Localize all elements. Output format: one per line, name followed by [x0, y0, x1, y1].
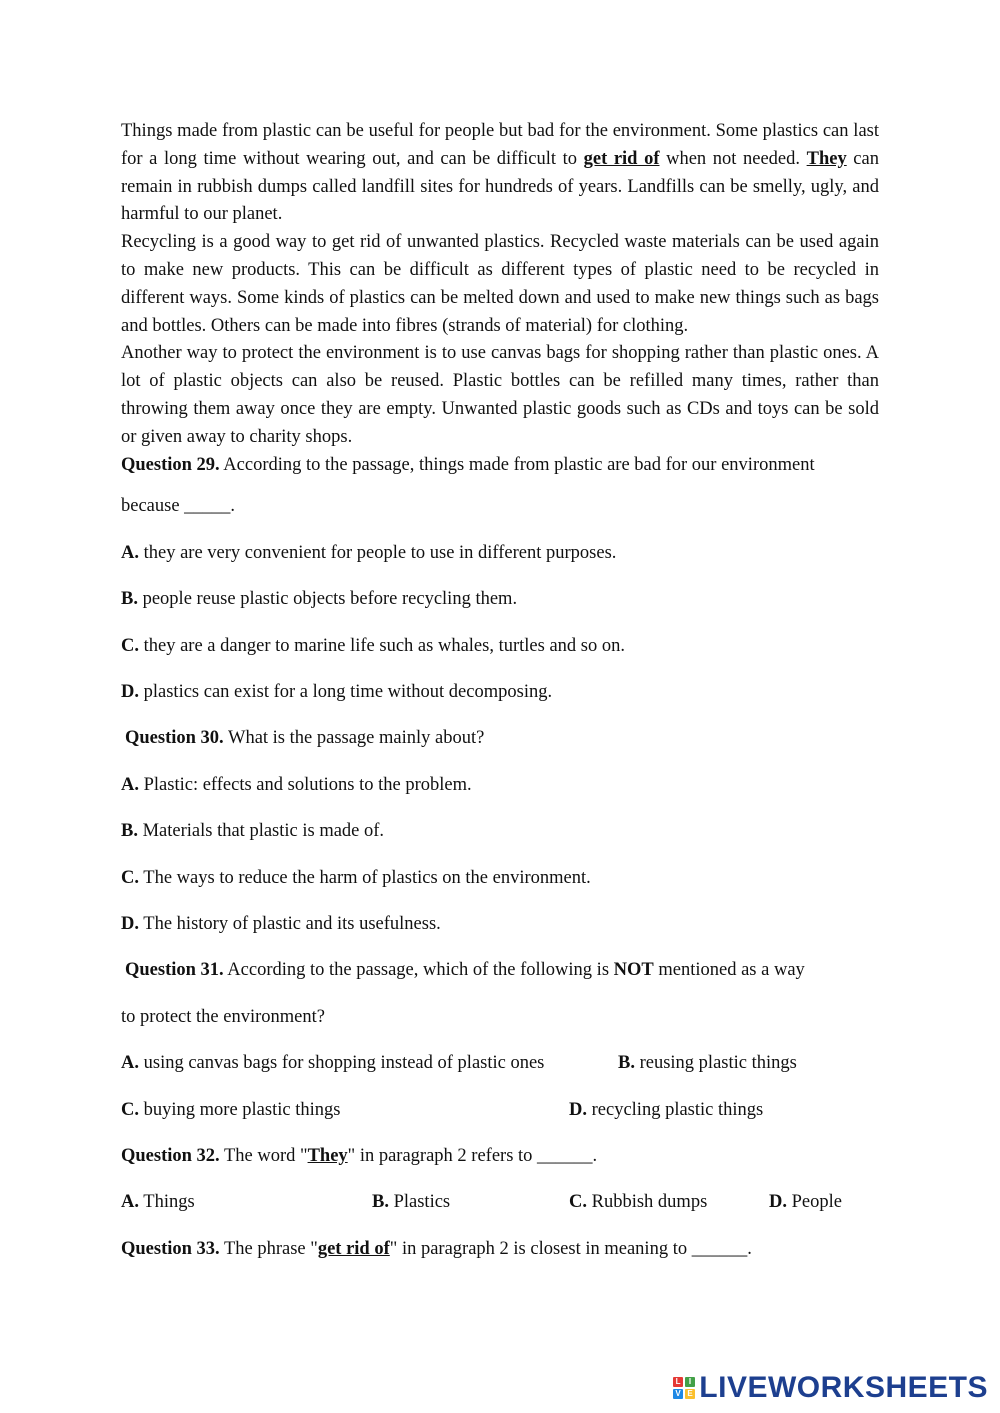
logo-grid-icon — [673, 1377, 695, 1399]
question-29-option-b[interactable]: B. people reuse plastic objects before recycling them. — [121, 589, 518, 610]
question-32-option-d[interactable]: D. People — [769, 1192, 842, 1213]
worksheet-page — [121, 118, 879, 1272]
question-30-option-c[interactable]: C. The ways to reduce the harm of plastics on the environment. — [121, 867, 591, 888]
question-31-option-a[interactable]: A. using canvas bags for shopping instead of plastic ones — [121, 1053, 545, 1074]
question-32-stem: Question 32. The word "They" in paragraph 2 refers to ______. — [121, 1146, 598, 1167]
question-33-stem: Question 33. The phrase "get rid of" in paragraph 2 is closest in meaning to ______. — [121, 1238, 752, 1259]
logo-letter-v: V — [673, 1389, 683, 1399]
question-30-option-b[interactable]: B. Materials that plastic is made of. — [121, 821, 385, 842]
question-32-option-b[interactable]: B. Plastics — [372, 1192, 451, 1213]
logo-letter-e: E — [685, 1389, 695, 1399]
passage-paragraph-1: Things made from plastic can be useful for people but bad for the environment. Some plastics can last for a long time without wearing out, and can be difficult to get rid of when not needed. They can remain in rubbish dumps called landfill sites for hundreds of years. Landfills can be smelly, ugly, and harmful to our planet. — [121, 121, 879, 225]
question-30-stem: Question 30. What is the passage mainly about? — [125, 728, 485, 749]
highlight-they: They — [806, 148, 847, 169]
question-29-stem-cont: because _____. — [121, 496, 236, 517]
question-30-option-a[interactable]: A. Plastic: effects and solutions to the problem. — [121, 774, 472, 795]
question-30-option-d[interactable]: D. The history of plastic and its usefulness. — [121, 914, 441, 935]
question-31-stem: Question 31. According to the passage, which of the following is NOT mentioned as a way — [125, 960, 805, 981]
question-31-option-d[interactable]: D. recycling plastic things — [569, 1099, 764, 1120]
question-29-stem: Question 29. According to the passage, things made from plastic are bad for our environment — [121, 454, 815, 475]
question-31-options-row-1 — [121, 1040, 879, 1086]
question-31-stem-cont: to protect the environment? — [121, 1006, 325, 1027]
highlight-get-rid-of: get rid of — [583, 148, 660, 169]
liveworksheets-logo — [673, 1371, 988, 1405]
question-29-option-a[interactable]: A. they are very convenient for people to use in different purposes. — [121, 542, 617, 563]
logo-letter-i: I — [685, 1377, 695, 1387]
question-32-option-a[interactable]: A. Things — [121, 1192, 195, 1213]
question-31-options-row-2 — [121, 1087, 879, 1133]
question-32-option-c[interactable]: C. Rubbish dumps — [569, 1192, 708, 1213]
passage-paragraph-2: Recycling is a good way to get rid of unwanted plastics. Recycled waste materials can be used again to make new products. This can be difficult as different types of plastic need to be recycled in different ways. Some kinds of plastics can be melted down and used to make new things such as bags and bottles. Others can be made into fibres (strands of material) for clothing. — [121, 232, 879, 336]
question-29-option-d[interactable]: D. plastics can exist for a long time without decomposing. — [121, 681, 553, 702]
passage-paragraph-3: Another way to protect the environment is to use canvas bags for shopping rather than plastic ones. A lot of plastic objects can also be reused. Plastic bottles can be refilled many times, rather than throwing them away once they are empty. Unwanted plastic goods such as CDs and toys can be sold or given away to charity shops. — [121, 343, 879, 447]
logo-wordmark: LIVEWORKSHEETS — [699, 1371, 988, 1404]
logo-letter-l: L — [673, 1377, 683, 1387]
question-31-option-c[interactable]: C. buying more plastic things — [121, 1099, 341, 1120]
question-31-option-b[interactable]: B. reusing plastic things — [618, 1053, 797, 1074]
question-32-options-row — [121, 1179, 879, 1225]
question-29-option-c[interactable]: C. they are a danger to marine life such as whales, turtles and so on. — [121, 635, 625, 656]
